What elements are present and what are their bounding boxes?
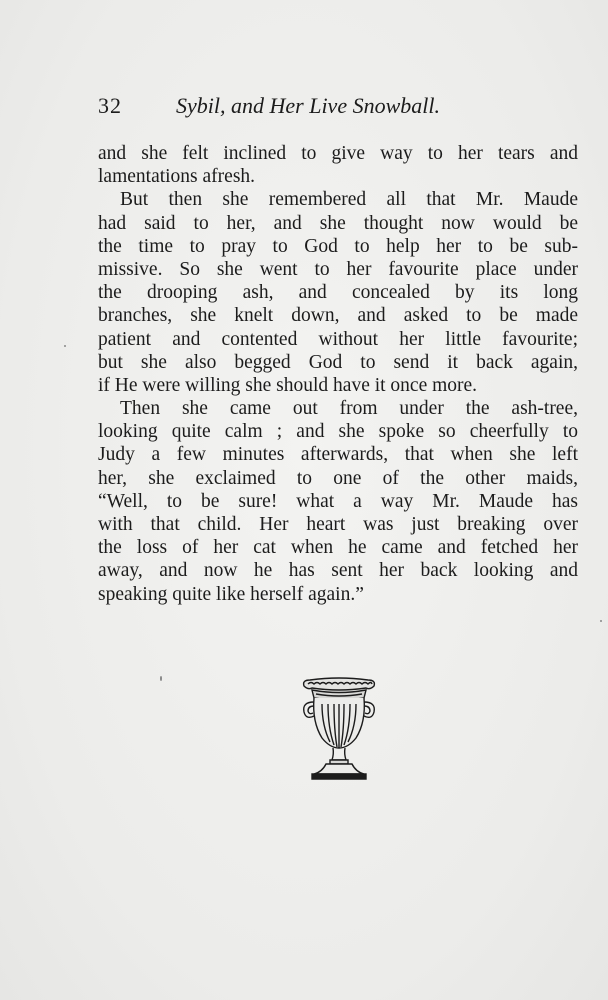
text-line: missive. So she went to her favourite place under: [98, 258, 578, 280]
text-line: the time to pray to God to help her to be sub-: [98, 235, 578, 257]
running-title: Sybil, and Her Live Snowball.: [176, 93, 440, 118]
urn-vase-icon: [300, 676, 378, 782]
text-line: branches, she knelt down, and asked to be made: [98, 305, 578, 327]
text-line: looking quite calm ; and she spoke so cheerfully to: [98, 421, 578, 443]
text-line: Judy a few minutes afterwards, that when she left: [98, 444, 578, 466]
text-line: her, she exclaimed to one of the other maids,: [98, 467, 578, 489]
text-line: “Well, to be sure! what a way Mr. Maude has: [98, 490, 578, 512]
text-line: lamentations afresh.: [98, 166, 256, 188]
print-speck: [64, 345, 66, 347]
text-line: speaking quite like herself again.”: [98, 583, 364, 605]
print-speck: [600, 620, 602, 622]
text-line: But then she remembered all that Mr. Maude: [120, 189, 578, 211]
text-line: if He were willing she should have it once more.: [98, 374, 478, 396]
text-line: the loss of her cat when he came and fetched her: [98, 537, 578, 559]
page-header: [98, 93, 578, 123]
text-line: and she felt inclined to give way to her tears and: [98, 143, 578, 164]
text-line: the drooping ash, and concealed by its long: [98, 282, 578, 304]
text-line: patient and contented without her little favourite;: [98, 328, 578, 350]
text-line: had said to her, and she thought now would be: [98, 212, 578, 234]
text-line: with that child. Her heart was just breaking over: [98, 514, 578, 535]
print-speck: [160, 676, 162, 681]
body-text: [98, 142, 578, 606]
page-number: 32: [98, 93, 122, 118]
text-line: Then she came out from under the ash-tree,: [120, 398, 578, 420]
text-line: away, and now he has sent her back looking and: [98, 560, 578, 582]
text-line: but she also begged God to send it back again,: [98, 351, 578, 373]
